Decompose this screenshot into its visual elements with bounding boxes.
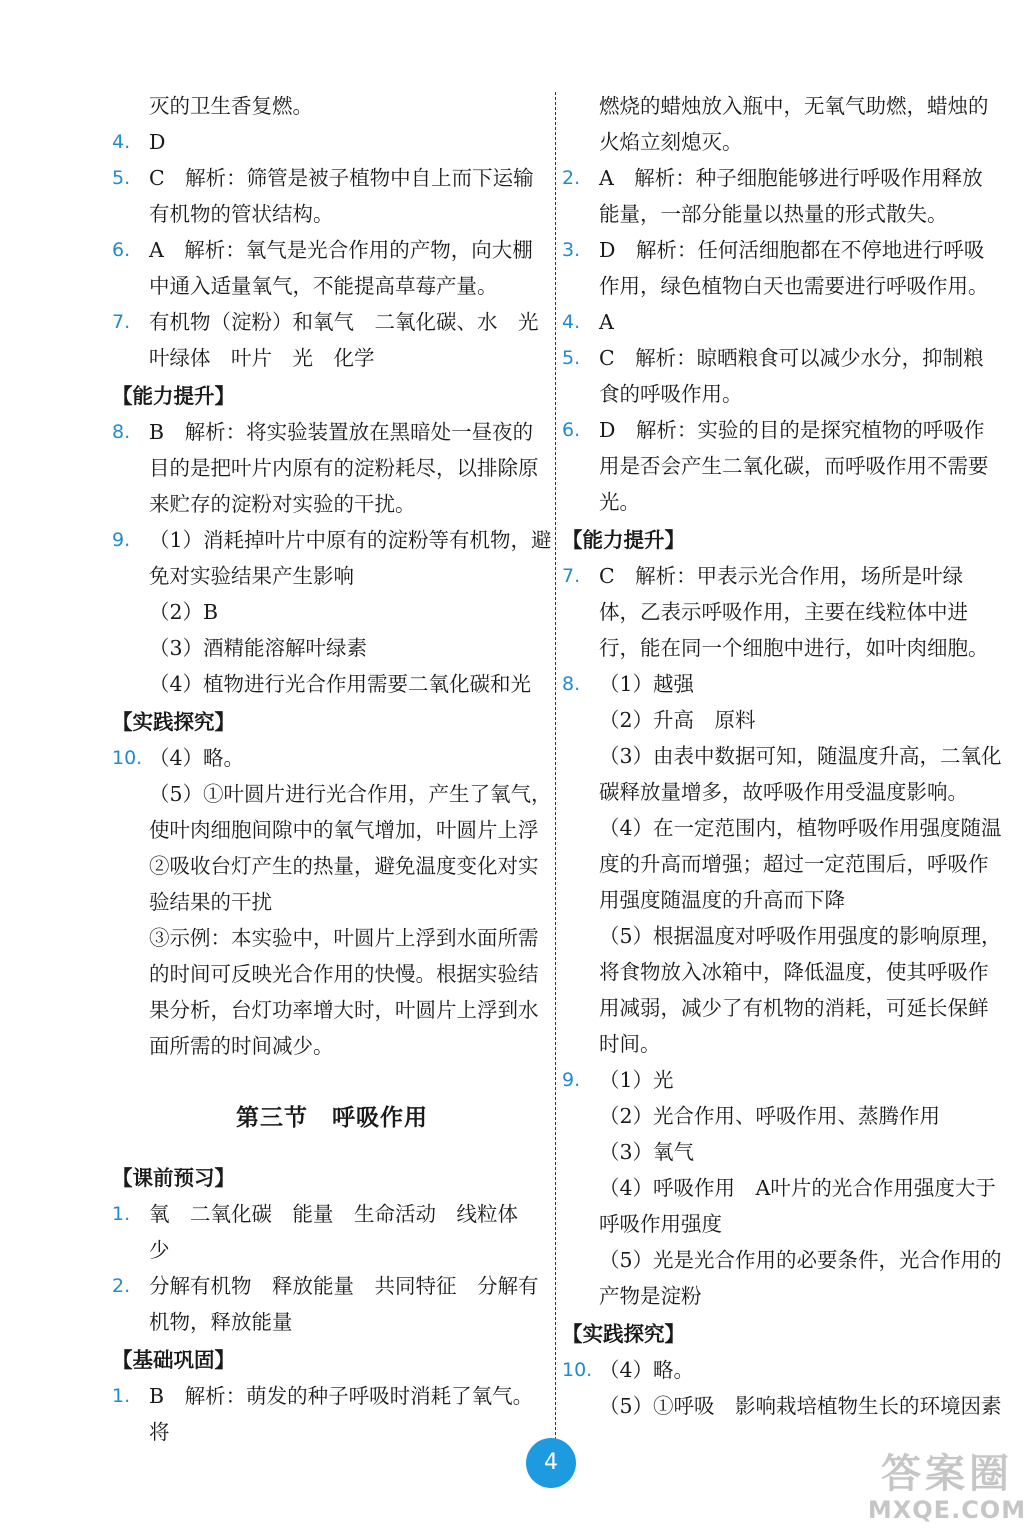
answer-subpart: （5）光是光合作用的必要条件，光合作用的产物是淀粉 (599, 1248, 1002, 1308)
watermark-logo (867, 1452, 1027, 1528)
answer-number: 9. (112, 529, 131, 551)
section-heading: 【课前预习】 (112, 1166, 235, 1190)
answer-number: 1. (112, 1203, 131, 1225)
answer-item (112, 1196, 552, 1268)
answer-item (112, 160, 552, 232)
answer-number: 2. (112, 1275, 131, 1297)
answer-subpart: （4）在一定范围内，植物呼吸作用强度随温度的升高而增强；超过一定范围后，呼吸作用强度随温度的升高而下降 (599, 816, 1002, 912)
answer-number: 6. (562, 419, 581, 441)
answer-subpart: （2）B (149, 600, 219, 624)
answer-continuation: 燃烧的蜡烛放入瓶中，无氧气助燃，蜡烛的火焰立刻熄灭。 (599, 94, 989, 154)
answer-number: 10. (562, 1359, 593, 1381)
answer-number: 10. (112, 747, 143, 769)
answer-subpart: （3）由表中数据可知，随温度升高，二氧化碳释放量增多，故呼吸作用受温度影响。 (599, 744, 1002, 804)
answer-number: 4. (562, 311, 581, 333)
answer-text: （4）略。 (599, 1358, 695, 1382)
answer-item (562, 160, 1002, 232)
answer-subpart: （2）升高 原料 (599, 708, 756, 732)
answer-item (562, 340, 1002, 412)
answer-item (562, 1062, 1002, 1098)
answer-text: B 解析：将实验装置放在黑暗处一昼夜的目的是把叶片内原有的淀粉耗尽，以排除原来贮存的淀粉对实验的干扰。 (149, 420, 539, 516)
answer-item (112, 124, 552, 160)
answer-item (112, 1268, 552, 1340)
answer-item (112, 740, 552, 776)
section-heading: 【实践探究】 (112, 710, 235, 734)
answer-number: 6. (112, 239, 131, 261)
answer-item (562, 1352, 1002, 1388)
answer-subpart: （2）光合作用、呼吸作用、蒸腾作用 (599, 1104, 941, 1128)
answer-item (112, 414, 552, 522)
answer-number: 5. (562, 347, 581, 369)
answer-text: C 解析：晾晒粮食可以减少水分，抑制粮食的呼吸作用。 (599, 346, 984, 406)
answer-text: （1）越强 (599, 672, 695, 696)
section-heading: 【能力提升】 (112, 384, 235, 408)
answer-subpart: （3）氧气 (599, 1140, 695, 1164)
answer-text: （1）消耗掉叶片中原有的淀粉等有机物，避免对实验结果产生影响 (149, 528, 552, 588)
answer-subpart: （4）植物进行光合作用需要二氧化碳和光 (149, 672, 532, 696)
answer-text: C 解析：筛管是被子植物中自上而下运输有机物的管状结构。 (149, 166, 534, 226)
answer-text: A 解析：氧气是光合作用的产物，向大棚中通入适量氧气，不能提高草莓产量。 (149, 238, 533, 298)
answer-item (562, 412, 1002, 520)
answer-text: D 解析：实验的目的是探究植物的呼吸作用是否会产生二氧化碳，而呼吸作用不需要光。 (599, 418, 989, 514)
answer-number: 8. (562, 673, 581, 695)
answer-subpart: （4）呼吸作用 A叶片的光合作用强度大于呼吸作用强度 (599, 1176, 996, 1236)
answer-number: 5. (112, 167, 131, 189)
answer-subpart: （5）①呼吸 影响栽培植物生长的环境因素 (599, 1394, 1002, 1418)
answer-item (562, 666, 1002, 702)
answer-number: 4. (112, 131, 131, 153)
answer-number: 7. (562, 565, 581, 587)
answer-item (562, 232, 1002, 304)
answer-number: 2. (562, 167, 581, 189)
chapter-title: 第三节 呼吸作用 (236, 1104, 428, 1131)
answer-subpart: （5）①叶圆片进行光合作用，产生了氧气，使叶肉细胞间隙中的氧气增加，叶圆片上浮 (149, 782, 552, 842)
section-heading: 【基础巩固】 (112, 1348, 235, 1372)
answer-number: 7. (112, 311, 131, 333)
answer-item (112, 522, 552, 594)
answer-text: 氧 二氧化碳 能量 生命活动 线粒体 少 (149, 1202, 539, 1262)
answer-subpart: ②吸收台灯产生的热量，避免温度变化对实验结果的干扰 (149, 854, 539, 914)
answer-text: A (599, 310, 614, 334)
answer-item (112, 1378, 552, 1450)
watermark-line2: MXQE.COM (867, 1496, 1027, 1524)
right-column (562, 88, 1002, 1424)
answer-text: B 解析：萌发的种子呼吸时消耗了氧气。将 (149, 1384, 534, 1444)
answer-text: A 解析：种子细胞能够进行呼吸作用释放能量，一部分能量以热量的形式散失。 (599, 166, 983, 226)
answer-text: （4）略。 (149, 746, 245, 770)
answer-text: D (149, 130, 166, 154)
section-heading: 【实践探究】 (562, 1322, 685, 1346)
answer-text: 分解有机物 释放能量 共同特征 分解有机物，释放能量 (149, 1274, 539, 1334)
answer-number: 9. (562, 1069, 581, 1091)
answer-item (112, 304, 559, 376)
answer-number: 3. (562, 239, 581, 261)
watermark-line1: 答案圈 (881, 1451, 1013, 1497)
answer-item (562, 558, 1002, 666)
answer-item (562, 304, 1002, 340)
page-number: 4 (526, 1438, 576, 1488)
answer-text: 有机物（淀粉）和氧气 二氧化碳、水 光 叶绿体 叶片 光 化学 (149, 310, 559, 370)
answer-text: C 解析：甲表示光合作用，场所是叶绿体，乙表示呼吸作用，主要在线粒体中进行，能在同一个细胞中进行，如叶肉细胞。 (599, 564, 989, 660)
answer-subpart: ③示例：本实验中，叶圆片上浮到水面所需的时间可反映光合作用的快慢。根据实验结果分析，台灯功率增大时，叶圆片上浮到水面所需的时间减少。 (149, 926, 539, 1058)
answer-subpart: （3）酒精能溶解叶绿素 (149, 636, 368, 660)
column-divider (555, 92, 556, 1470)
answer-number: 8. (112, 421, 131, 443)
section-heading: 【能力提升】 (562, 528, 685, 552)
left-column (112, 88, 559, 1450)
answer-item (112, 232, 552, 304)
answer-text: （1）光 (599, 1068, 674, 1092)
answer-number: 1. (112, 1385, 131, 1407)
answer-text: D 解析：任何活细胞都在不停地进行呼吸作用，绿色植物白天也需要进行呼吸作用。 (599, 238, 989, 298)
answer-subpart: （5）根据温度对呼吸作用强度的影响原理，将食物放入冰箱中，降低温度，使其呼吸作用减弱，减少了有机物的消耗，可延长保鲜时间。 (599, 924, 1002, 1056)
answer-continuation: 灭的卫生香复燃。 (149, 94, 313, 118)
